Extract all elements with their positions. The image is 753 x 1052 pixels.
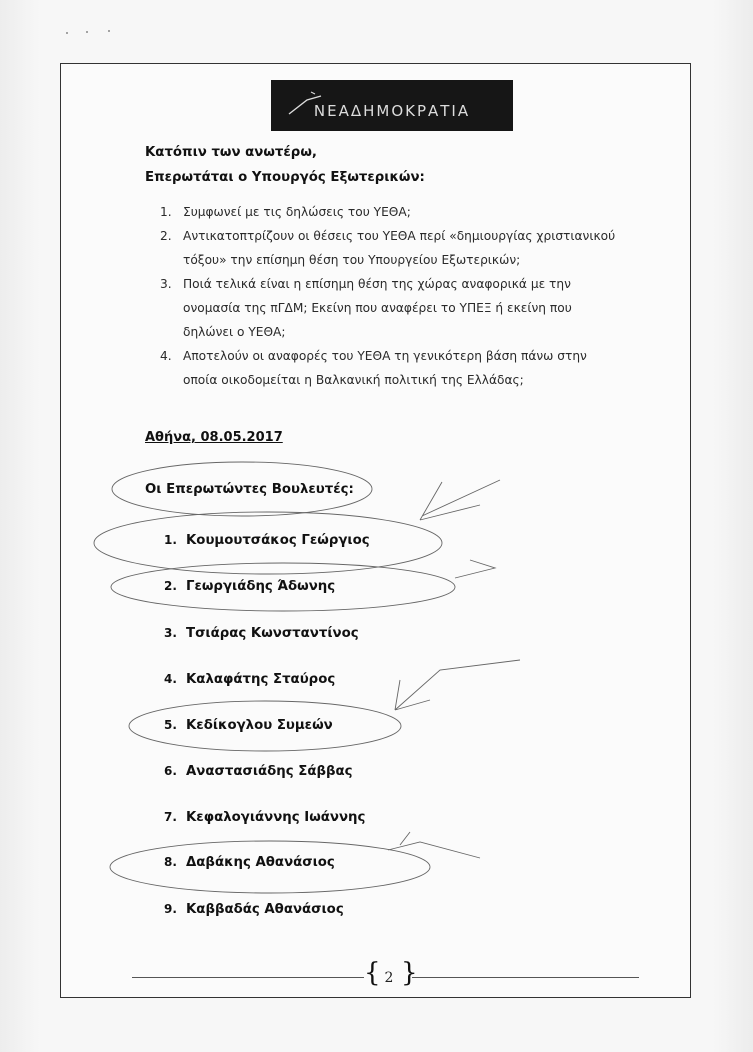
question-number: 1. (160, 205, 172, 219)
signer-number: 2. (164, 579, 177, 593)
signers-title: Οι Επερωτώντες Βουλευτές: (145, 482, 354, 497)
question-line: ονομασία της πΓΔΜ; Εκείνη που αναφέρει το ΥΠΕΞ ή εκείνη που (183, 301, 572, 315)
question-item (160, 224, 660, 272)
signer-number: 7. (164, 810, 177, 824)
signer-item (164, 810, 365, 825)
question-line: Ποιά τελικά είναι η επίσημη θέση της χώρας αναφορικά με την (183, 277, 571, 291)
question-line: Αποτελούν οι αναφορές του ΥΕΘΑ τη γενικότερη βάση πάνω στην (183, 349, 587, 363)
intro-line-1: Κατόπιν των ανωτέρω, (145, 145, 317, 160)
footer-bracket-right: } (401, 958, 418, 988)
signer-name: Κεφαλογιάννης Ιωάννης (186, 810, 366, 825)
signer-number: 6. (164, 764, 177, 778)
intro-line-2: Επερωτάται ο Υπουργός Εξωτερικών: (145, 170, 425, 185)
question-line: Συμφωνεί με τις δηλώσεις του ΥΕΘΑ; (183, 205, 411, 219)
question-item (160, 272, 660, 344)
signer-item (164, 718, 333, 733)
questions-list (160, 200, 660, 392)
page-number: 2 (384, 970, 394, 986)
question-line: τόξου» την επίσημη θέση του Υπουργείου Εξωτερικών; (183, 253, 521, 267)
signer-item (164, 626, 359, 641)
logo-text: ΝΕΑΔΗΜΟΚΡΑΤΙΑ (313, 101, 471, 120)
signer-name: Γεωργιάδης Άδωνης (186, 579, 336, 594)
logo-flame-icon (285, 90, 325, 118)
signer-number: 1. (164, 533, 177, 547)
signer-name: Δαβάκης Αθανάσιος (186, 855, 335, 870)
signer-number: 3. (164, 626, 177, 640)
question-item (160, 344, 660, 392)
signer-item (164, 902, 344, 917)
signer-name: Τσιάρας Κωνσταντίνος (186, 626, 359, 641)
signer-item (164, 533, 370, 548)
signer-name: Αναστασιάδης Σάββας (186, 764, 353, 779)
footer-rule-left (132, 977, 364, 978)
question-line: Αντικατοπτρίζουν οι θέσεις του ΥΕΘΑ περί «δημιουργίας χριστιανικού (183, 229, 616, 243)
question-number: 4. (160, 349, 172, 363)
footer-rule-right (412, 977, 639, 978)
signer-item (164, 672, 335, 687)
question-line: δηλώνει ο ΥΕΘΑ; (183, 325, 286, 339)
signer-name: Κουμουτσάκος Γεώργιος (186, 533, 370, 548)
signer-number: 5. (164, 718, 177, 732)
signer-name: Καλαφάτης Σταύρος (186, 672, 336, 687)
question-line: οποία οικοδομείται η Βαλκανική πολιτική της Ελλάδας; (183, 373, 524, 387)
signer-name: Καββαδάς Αθανάσιος (186, 902, 344, 917)
signer-number: 9. (164, 902, 177, 916)
signer-name: Κεδίκογλου Συμεών (186, 718, 333, 733)
date-line: Αθήνα, 08.05.2017 (145, 430, 283, 445)
signer-number: 8. (164, 855, 177, 869)
signer-item (164, 764, 353, 779)
question-number: 3. (160, 277, 172, 291)
signer-number: 4. (164, 672, 177, 686)
question-number: 2. (160, 229, 172, 243)
scan-specks (64, 28, 124, 38)
signer-item (164, 579, 335, 594)
party-logo (271, 80, 513, 131)
footer-bracket-left: { (364, 958, 381, 988)
signer-item (164, 855, 335, 870)
question-item (160, 200, 660, 224)
